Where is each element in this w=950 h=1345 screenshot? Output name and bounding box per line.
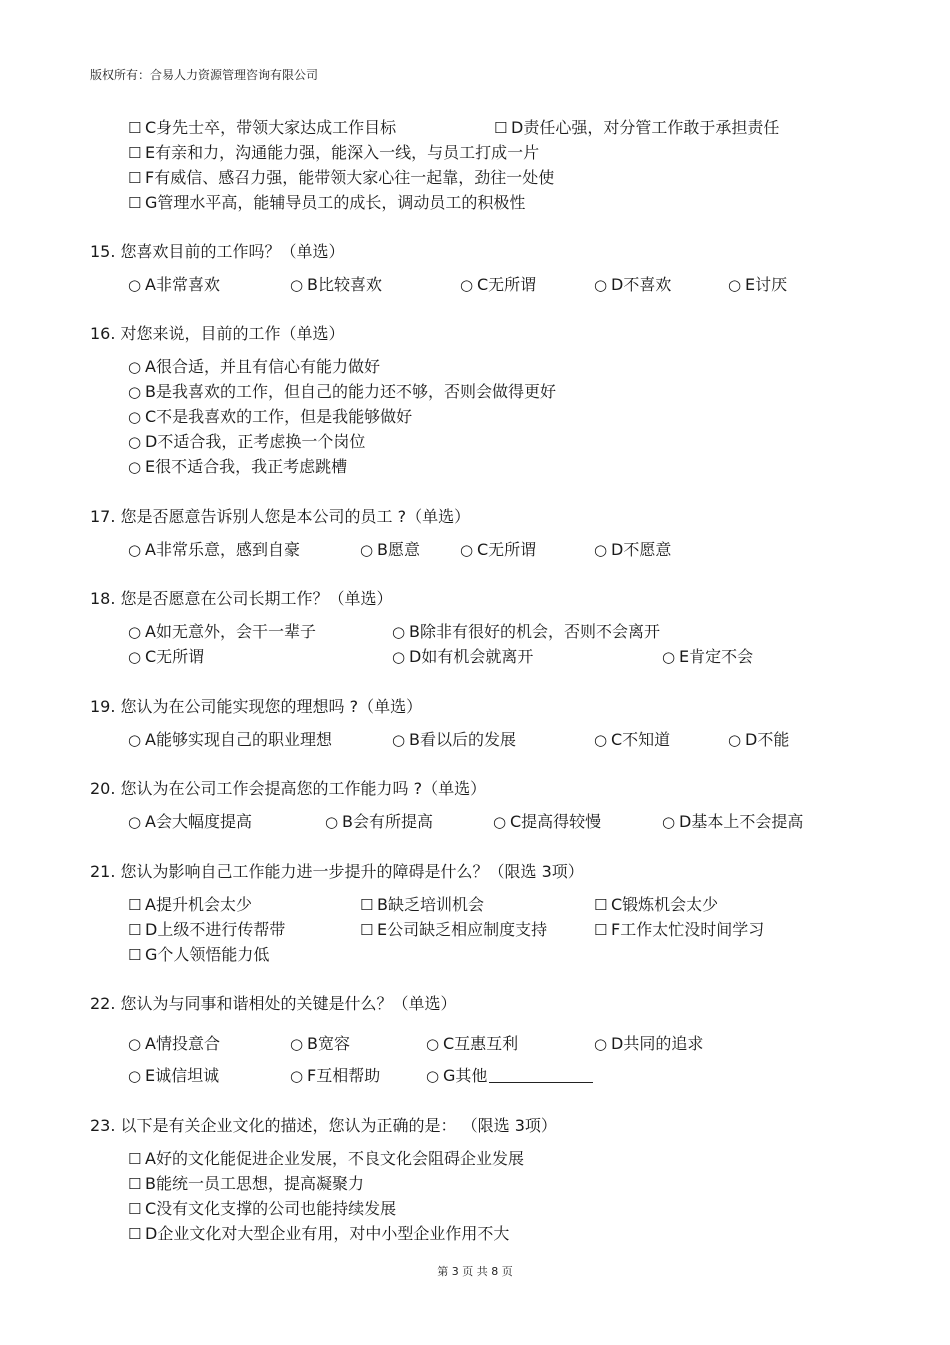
question-23-title: 23. 以下是有关企业文化的描述，您认为正确的是： （限选 3项） bbox=[90, 1116, 557, 1135]
question-20 bbox=[90, 777, 890, 834]
option-row bbox=[90, 190, 890, 215]
question-18 bbox=[90, 587, 890, 669]
checkbox-icon[interactable]: ☐ bbox=[128, 144, 142, 162]
option-22-d[interactable]: ○ D共同的追求 bbox=[594, 1031, 703, 1057]
option-21-g[interactable]: ☐ G个人领悟能力低 bbox=[128, 942, 269, 968]
radio-icon[interactable]: ○ bbox=[392, 731, 406, 749]
radio-icon[interactable]: ○ bbox=[290, 276, 304, 294]
checkbox-icon[interactable]: ☐ bbox=[128, 896, 142, 914]
question-19 bbox=[90, 695, 890, 752]
option-15-e[interactable]: ○ E讨厌 bbox=[728, 272, 787, 298]
option-16-e[interactable]: ○ E很不适合我，我正考虑跳槽 bbox=[128, 454, 347, 480]
option-17-c[interactable]: ○ C无所谓 bbox=[460, 537, 536, 563]
radio-icon[interactable]: ○ bbox=[426, 1035, 440, 1053]
radio-icon[interactable]: ○ bbox=[594, 541, 608, 559]
question-18-title: 18. 您是否愿意在公司长期工作？（单选） bbox=[90, 589, 393, 608]
checkbox-icon[interactable]: ☐ bbox=[128, 1150, 142, 1168]
question-17 bbox=[90, 505, 890, 562]
option-row bbox=[90, 115, 890, 140]
option-row bbox=[90, 272, 890, 297]
radio-icon[interactable]: ○ bbox=[128, 358, 142, 376]
checkbox-icon[interactable]: ☐ bbox=[128, 119, 142, 137]
radio-icon[interactable]: ○ bbox=[325, 813, 339, 831]
question-22-title: 22. 您认为与同事和谐相处的关键是什么？（单选） bbox=[90, 994, 457, 1013]
checkbox-icon[interactable]: ☐ bbox=[360, 896, 374, 914]
option-18-a[interactable]: ○ A如无意外，会干一辈子 bbox=[128, 619, 316, 645]
checkbox-icon[interactable]: ☐ bbox=[128, 1200, 142, 1218]
radio-icon[interactable]: ○ bbox=[360, 541, 374, 559]
option-21-b[interactable]: ☐ B缺乏培训机会 bbox=[360, 892, 484, 918]
option-row bbox=[90, 1171, 890, 1196]
radio-icon[interactable]: ○ bbox=[128, 541, 142, 559]
option-19-d[interactable]: ○ D不能 bbox=[728, 727, 789, 753]
checkbox-icon[interactable]: ☐ bbox=[594, 921, 608, 939]
option-row bbox=[90, 354, 890, 379]
option-20-d[interactable]: ○ D基本上不会提高 bbox=[662, 809, 803, 835]
option-16-d[interactable]: ○ D不适合我，正考虑换一个岗位 bbox=[128, 429, 365, 455]
option-21-f[interactable]: ☐ F工作太忙没时间学习 bbox=[594, 917, 764, 943]
question-22 bbox=[90, 992, 890, 1088]
radio-icon[interactable]: ○ bbox=[128, 731, 142, 749]
option-19-c[interactable]: ○ C不知道 bbox=[594, 727, 670, 753]
option-23-b[interactable]: ☐ B能统一员工思想，提高凝聚力 bbox=[128, 1171, 364, 1197]
option-22-b[interactable]: ○ B宽容 bbox=[290, 1031, 350, 1057]
copyright-header: 版权所有：合易人力资源管理咨询有限公司 bbox=[90, 68, 319, 82]
option-19-b[interactable]: ○ B看以后的发展 bbox=[392, 727, 516, 753]
radio-icon[interactable]: ○ bbox=[460, 541, 474, 559]
option-21-e[interactable]: ☐ E公司缺乏相应制度支持 bbox=[360, 917, 547, 943]
question-15 bbox=[90, 240, 890, 297]
option-17-d[interactable]: ○ D不愿意 bbox=[594, 537, 671, 563]
option-row bbox=[90, 1196, 890, 1221]
option-row bbox=[90, 454, 890, 479]
option-16-a[interactable]: ○ A很合适，并且有信心有能力做好 bbox=[128, 354, 380, 380]
radio-icon[interactable]: ○ bbox=[290, 1067, 304, 1085]
radio-icon[interactable]: ○ bbox=[460, 276, 474, 294]
radio-icon[interactable]: ○ bbox=[662, 813, 676, 831]
option-14-f[interactable]: ☐ F有威信、感召力强，能带领大家心往一起靠，劲往一处使 bbox=[128, 165, 554, 191]
radio-icon[interactable]: ○ bbox=[426, 1067, 440, 1085]
radio-icon[interactable]: ○ bbox=[290, 1035, 304, 1053]
option-18-b[interactable]: ○ B除非有很好的机会，否则不会离开 bbox=[392, 619, 660, 645]
option-20-c[interactable]: ○ C提高得较慢 bbox=[493, 809, 601, 835]
radio-icon[interactable]: ○ bbox=[128, 383, 142, 401]
radio-icon[interactable]: ○ bbox=[128, 433, 142, 451]
option-row bbox=[90, 429, 890, 454]
option-row bbox=[90, 1063, 890, 1088]
option-23-c[interactable]: ☐ C没有文化支撑的公司也能持续发展 bbox=[128, 1196, 396, 1222]
checkbox-icon[interactable]: ☐ bbox=[128, 1175, 142, 1193]
radio-icon[interactable]: ○ bbox=[728, 731, 742, 749]
radio-icon[interactable]: ○ bbox=[128, 648, 142, 666]
option-19-a[interactable]: ○ A能够实现自己的职业理想 bbox=[128, 727, 332, 753]
radio-icon[interactable]: ○ bbox=[128, 276, 142, 294]
option-row bbox=[90, 619, 890, 644]
option-14-d[interactable]: ☐ D责任心强，对分管工作敢于承担责任 bbox=[494, 115, 779, 141]
question-17-title: 17. 您是否愿意告诉别人您是本公司的员工 ?（单选） bbox=[90, 507, 471, 526]
option-18-e[interactable]: ○ E肯定不会 bbox=[662, 644, 753, 670]
radio-icon[interactable]: ○ bbox=[594, 731, 608, 749]
option-14-g[interactable]: ☐ G管理水平高，能辅导员工的成长，调动员工的积极性 bbox=[128, 190, 525, 216]
option-15-b[interactable]: ○ B比较喜欢 bbox=[290, 272, 382, 298]
option-22-f[interactable]: ○ F互相帮助 bbox=[290, 1063, 380, 1089]
checkbox-icon[interactable]: ☐ bbox=[128, 194, 142, 212]
option-row bbox=[90, 537, 890, 562]
option-18-d[interactable]: ○ D如有机会就离开 bbox=[392, 644, 533, 670]
option-row bbox=[90, 379, 890, 404]
option-21-d[interactable]: ☐ D上级不进行传帮带 bbox=[128, 917, 285, 943]
option-row bbox=[90, 892, 890, 917]
question-16 bbox=[90, 322, 890, 479]
question-21-title: 21. 您认为影响自己工作能力进一步提升的障碍是什么？（限选 3项） bbox=[90, 862, 584, 881]
option-row bbox=[90, 165, 890, 190]
page-number-footer: 第 3 页 共 8 页 bbox=[437, 1265, 513, 1278]
option-row bbox=[90, 1146, 890, 1171]
option-row bbox=[90, 140, 890, 165]
checkbox-icon[interactable]: ☐ bbox=[594, 896, 608, 914]
option-22-a[interactable]: ○ A情投意合 bbox=[128, 1031, 220, 1057]
option-row bbox=[90, 727, 890, 752]
radio-icon[interactable]: ○ bbox=[128, 1067, 142, 1085]
radio-icon[interactable]: ○ bbox=[594, 1035, 608, 1053]
radio-icon[interactable]: ○ bbox=[128, 1035, 142, 1053]
option-17-a[interactable]: ○ A非常乐意，感到自豪 bbox=[128, 537, 300, 563]
radio-icon[interactable]: ○ bbox=[728, 276, 742, 294]
option-row bbox=[90, 942, 890, 967]
option-14-c[interactable]: ☐ C身先士卒，带领大家达成工作目标 bbox=[128, 115, 396, 141]
question-21 bbox=[90, 860, 890, 967]
question-15-title: 15. 您喜欢目前的工作吗？（单选） bbox=[90, 242, 345, 261]
radio-icon[interactable]: ○ bbox=[392, 648, 406, 666]
option-15-c[interactable]: ○ C无所谓 bbox=[460, 272, 536, 298]
other-answer-line[interactable] bbox=[489, 1065, 593, 1083]
option-16-b[interactable]: ○ B是我喜欢的工作，但自己的能力还不够，否则会做得更好 bbox=[128, 379, 556, 405]
radio-icon[interactable]: ○ bbox=[128, 813, 142, 831]
option-15-a[interactable]: ○ A非常喜欢 bbox=[128, 272, 220, 298]
question-16-title: 16. 对您来说，目前的工作（单选） bbox=[90, 324, 345, 343]
option-16-c[interactable]: ○ C不是我喜欢的工作，但是我能够做好 bbox=[128, 404, 412, 430]
checkbox-icon[interactable]: ☐ bbox=[128, 946, 142, 964]
question-14-options bbox=[90, 115, 890, 215]
option-15-d[interactable]: ○ D不喜欢 bbox=[594, 272, 671, 298]
question-19-title: 19. 您认为在公司能实现您的理想吗 ?（单选） bbox=[90, 697, 423, 716]
checkbox-icon[interactable]: ☐ bbox=[128, 921, 142, 939]
option-20-a[interactable]: ○ A会大幅度提高 bbox=[128, 809, 252, 835]
question-23 bbox=[90, 1114, 890, 1246]
radio-icon[interactable]: ○ bbox=[128, 408, 142, 426]
option-row bbox=[90, 1221, 890, 1246]
radio-icon[interactable]: ○ bbox=[128, 623, 142, 641]
option-22-e[interactable]: ○ E诚信坦诚 bbox=[128, 1063, 219, 1089]
checkbox-icon[interactable]: ☐ bbox=[128, 169, 142, 187]
option-14-e[interactable]: ☐ E有亲和力，沟通能力强，能深入一线，与员工打成一片 bbox=[128, 140, 539, 166]
option-21-c[interactable]: ☐ C锻炼机会太少 bbox=[594, 892, 718, 918]
question-20-title: 20. 您认为在公司工作会提高您的工作能力吗 ?（单选） bbox=[90, 779, 487, 798]
checkbox-icon[interactable]: ☐ bbox=[494, 119, 508, 137]
option-row bbox=[90, 809, 890, 834]
radio-icon[interactable]: ○ bbox=[594, 276, 608, 294]
option-22-g[interactable]: ○ G其他 bbox=[426, 1063, 593, 1089]
option-17-b[interactable]: ○ B愿意 bbox=[360, 537, 420, 563]
option-23-a[interactable]: ☐ A好的文化能促进企业发展，不良文化会阻碍企业发展 bbox=[128, 1146, 524, 1172]
radio-icon[interactable]: ○ bbox=[128, 458, 142, 476]
option-22-c[interactable]: ○ C互惠互利 bbox=[426, 1031, 518, 1057]
option-row bbox=[90, 1031, 890, 1056]
option-23-d[interactable]: ☐ D企业文化对大型企业有用，对中小型企业作用不大 bbox=[128, 1221, 509, 1247]
radio-icon[interactable]: ○ bbox=[662, 648, 676, 666]
option-row bbox=[90, 917, 890, 942]
checkbox-icon[interactable]: ☐ bbox=[128, 1225, 142, 1243]
option-20-b[interactable]: ○ B会有所提高 bbox=[325, 809, 433, 835]
radio-icon[interactable]: ○ bbox=[392, 623, 406, 641]
option-row bbox=[90, 404, 890, 429]
radio-icon[interactable]: ○ bbox=[493, 813, 507, 831]
option-row bbox=[90, 644, 890, 669]
option-21-a[interactable]: ☐ A提升机会太少 bbox=[128, 892, 252, 918]
checkbox-icon[interactable]: ☐ bbox=[360, 921, 374, 939]
option-18-c[interactable]: ○ C无所谓 bbox=[128, 644, 204, 670]
